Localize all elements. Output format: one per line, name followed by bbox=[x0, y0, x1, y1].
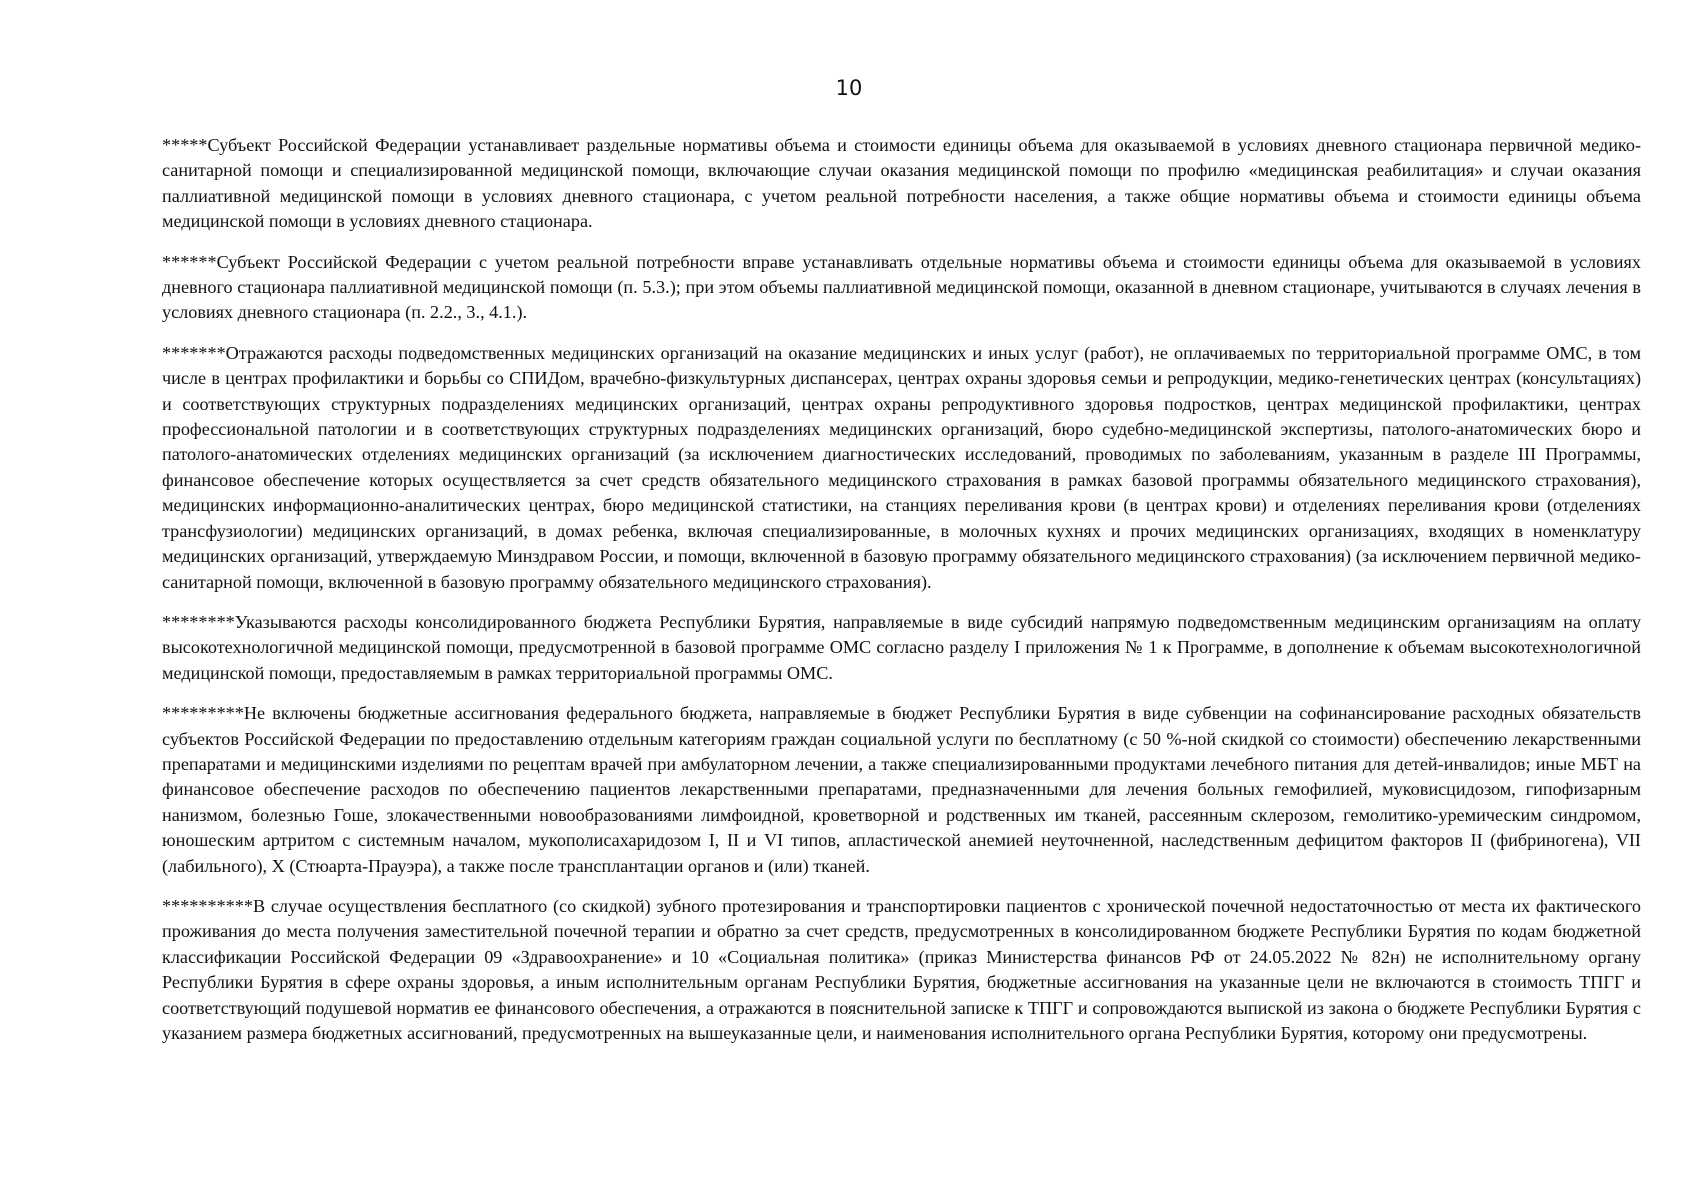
footnote-marker: ********* bbox=[162, 703, 244, 724]
footnote-8-stars bbox=[162, 610, 1641, 686]
footnote-text: Не включены бюджетные ассигнования федерального бюджета, направляемые в бюджет Республики Бурятия в виде субвенции на софинансирование расходных обязательств субъектов Российской Федерации по предоставлению отдельным категориям граждан социальной услуги по бесплатному (с 50 %-ной скидкой со стоимости) обеспечению лекарственными препаратами и медицинскими изделиями по рецептам врачей при амбулаторном лечении, а также специализированными продуктами лечебного питания для детей-инвалидов; иные МБТ на финансовое обеспечение расходов по обеспечению пациентов лекарственными препаратами, предназначенными для лечения больных гемофилией, муковисцидозом, гипофизарным нанизмом, болезнью Гоше, злокачественными новообразованиями лимфоидной, кроветворной и родственных им тканей, рассеянным склерозом, гемолитико-уремическим синдромом, юношеским артритом с системным началом, мукополисахаридозом I, II и VI типов, апластической анемией неуточненной, наследственным дефицитом факторов II (фибриногена), VII (лабильного), X (Стюарта-Прауэра), а также после трансплантации органов и (или) тканей. bbox=[162, 703, 1641, 876]
footnotes-section bbox=[162, 133, 1641, 1061]
footnote-7-stars bbox=[162, 341, 1641, 595]
footnote-9-stars bbox=[162, 701, 1641, 879]
footnote-text: Субъект Российской Федерации с учетом реальной потребности вправе устанавливать отдельные нормативы объема и стоимости единицы объема для оказываемой в условиях дневного стационара паллиативной медицинской помощи (п. 5.3.); при этом объемы паллиативной медицинской помощи, оказанной в дневном стационаре, учитываются в случаях лечения в условиях дневного стационара (п. 2.2., 3., 4.1.). bbox=[162, 251, 1641, 323]
footnote-marker: ****** bbox=[162, 251, 217, 272]
footnote-marker: ***** bbox=[162, 135, 208, 155]
footnote-marker: ******* bbox=[162, 342, 226, 363]
footnote-marker: ******** bbox=[162, 611, 235, 632]
footnote-6-stars bbox=[162, 250, 1641, 326]
footnote-text: Указываются расходы консолидированного бюджета Республики Бурятия, направляемые в виде субсидий напрямую подведомственным медицинским организациям на оплату высокотехнологичной медицинской помощи, предусмотренной в базовой программе ОМС согласно разделу I приложения № 1 к Программе, в дополнение к объемам высокотехнологичной медицинской помощи, предоставляемым в рамках территориальной программы ОМС. bbox=[162, 611, 1641, 683]
footnote-text: Отражаются расходы подведомственных медицинских организаций на оказание медицинских и иных услуг (работ), не оплачиваемых по территориальной программе ОМС, в том числе в центрах профилактики и борьбы со СПИДом, врачебно-физкультурных диспансерах, центрах охраны здоровья семьи и репродукции, медико-генетических центрах (консультациях) и соответствующих структурных подразделениях медицинских организаций, центрах охраны репродуктивного здоровья подростков, центрах медицинской профилактики, центрах профессиональной патологии и в соответствующих структурных подразделениях медицинских организаций, бюро судебно-медицинской экспертизы, патолого-анатомических бюро и патолого-анатомических отделениях медицинских организаций (за исключением диагностических исследований, проводимых по заболеваниям, указанным в разделе III Программы, финансовое обеспечение которых осуществляется за счет средств обязательного медицинского страхования в рамках базовой программы обязательного медицинского страхования), медицинских информационно-аналитических центрах, бюро медицинской статистики, на станциях переливания крови (в центрах крови) и отделениях переливания крови (отделениях трансфузиологии) медицинских организаций, в домах ребенка, включая специализированные, в молочных кухнях и прочих медицинских организациях, входящих в номенклатуру медицинских организаций, утверждаемую Минздравом России, и помощи, включенной в базовую программу обязательного медицинского страхования) (за исключением первичной медико-санитарной помощи, включенной в базовую программу обязательного медицинского страхования). bbox=[162, 342, 1641, 592]
page-number: 10 bbox=[835, 76, 863, 100]
footnote-10-stars bbox=[162, 894, 1641, 1046]
footnote-text: Субъект Российской Федерации устанавливает раздельные нормативы объема и стоимости единицы объема для оказываемой в условиях дневного стационара первичной медико-санитарной помощи и специализированной медицинской помощи, включающие случаи оказания медицинской помощи по профилю «медицинская реабилитация» и случаи оказания паллиативной медицинской помощи в условиях дневного стационара, с учетом реальной потребности населения, а также общие нормативы объема и стоимости единицы объема медицинской помощи в условиях дневного стационара. bbox=[162, 135, 1641, 232]
footnote-text: В случае осуществления бесплатного (со скидкой) зубного протезирования и транспортировки пациентов с хронической почечной недостаточностью от места их фактического проживания до места получения заместительной почечной терапии и обратно за счет средств, предусмотренных в консолидированном бюджете Республики Бурятия по кодам бюджетной классификации Российской Федерации 09 «Здравоохранение» и 10 «Социальная политика» (приказ Министерства финансов РФ от 24.05.2022 № 82н) не исполнительному органу Республики Бурятия в сфере охраны здоровья, а иным исполнительным органам Республики Бурятия, бюджетные ассигнования на указанные цели не включаются в стоимость ТПГГ и соответствующий подушевой норматив ее финансового обеспечения, а отражаются в пояснительной записке к ТПГГ и сопровождаются выпиской из закона о бюджете Республики Бурятия с указанием размера бюджетных ассигнований, предусмотренных на вышеуказанные цели, и наименования исполнительного органа Республики Бурятия, которому они предусмотрены. bbox=[162, 895, 1641, 1043]
footnote-5-stars bbox=[162, 133, 1641, 235]
footnote-marker: ********** bbox=[162, 895, 253, 916]
